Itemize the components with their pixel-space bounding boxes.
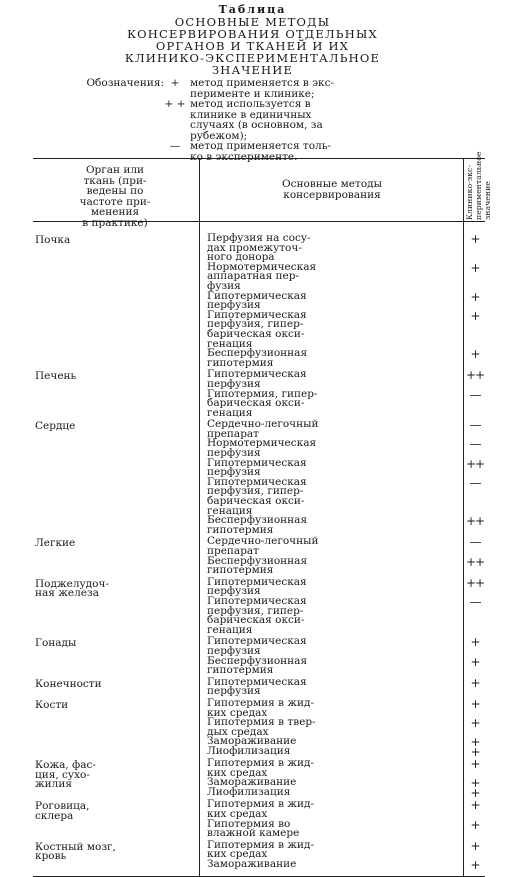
method-line: аппаратная пер- (207, 270, 300, 283)
method-text (199, 387, 463, 419)
method-line: гипотермия (207, 564, 274, 577)
method-line: дых средах (207, 725, 269, 738)
organ-cell (33, 370, 199, 418)
method-line: Бесперфузионная (207, 654, 308, 667)
method-line: Гипотермическая (207, 456, 307, 469)
legend-text: метод используется в (190, 98, 311, 110)
method-line: Гипотермия, гипер- (207, 387, 318, 400)
organ-group (33, 757, 485, 801)
organ-line: Роговица, (35, 800, 90, 813)
method-line: генация (207, 406, 253, 419)
legend-symbol: — (169, 140, 181, 152)
legend-lead (40, 141, 190, 152)
methods-cell (199, 370, 485, 418)
organ-group (33, 675, 485, 698)
method-line: генация (207, 504, 253, 517)
organ-group (33, 370, 485, 418)
organ-group (33, 838, 485, 873)
organ-group (33, 575, 485, 636)
header-organ-line: менения (90, 206, 140, 218)
methods-cell (199, 675, 485, 698)
header-organ-line: ведены по (86, 185, 144, 197)
organ-cell (33, 800, 199, 838)
method-value: ++ (465, 554, 485, 569)
method-value: + (470, 776, 480, 791)
method-line: Сердечно-легочный (207, 418, 319, 431)
method-text (199, 349, 463, 368)
method-line: перфузия, гипер- (207, 485, 304, 498)
method-line: ного донора (207, 251, 275, 264)
method-value: + (470, 798, 480, 813)
method-value: + (470, 232, 480, 246)
method-row (199, 786, 485, 801)
method-line: дах промежуточ- (207, 241, 302, 254)
method-line: Гипотермия в жид- (207, 798, 315, 811)
organ-group (33, 800, 485, 838)
method-value: — (469, 475, 481, 490)
organ-group (33, 420, 485, 535)
organ-cell (33, 537, 199, 575)
method-value: — (469, 535, 481, 550)
method-text (199, 554, 463, 577)
method-value: + (470, 858, 480, 873)
method-line: Нормотермическая (207, 260, 317, 273)
legend-row (40, 120, 490, 131)
method-text (199, 788, 463, 798)
method-line: препарат (207, 427, 259, 440)
methods-cell (199, 800, 485, 838)
method-text (199, 860, 463, 870)
methods-cell (199, 420, 485, 535)
method-line: барическая окси- (207, 614, 305, 627)
legend-row (40, 78, 490, 89)
method-line: Гипотермическая (207, 475, 307, 488)
organ-line: Гонады (35, 637, 77, 650)
method-line: Гипотермия в жид- (207, 696, 315, 709)
method-line: Лиофилизация (207, 786, 291, 799)
method-value: + (470, 260, 480, 275)
header-value-text: Клинико-экс-периментальное значение (465, 151, 492, 220)
method-line: перфузия (207, 299, 261, 312)
organ-line: Почка (35, 234, 71, 246)
method-value: + (470, 289, 480, 304)
method-row (199, 594, 485, 636)
method-line: барическая окси- (207, 397, 305, 410)
method-text (199, 594, 463, 636)
legend-heading: Обозначения: (86, 77, 164, 89)
method-value: + (470, 308, 480, 323)
method-value: ++ (465, 456, 485, 471)
method-line: Гипотермия в жид- (207, 838, 315, 851)
method-line: перфузия (207, 685, 261, 698)
method-row (199, 456, 485, 479)
title-line: ЗНАЧЕНИЕ (211, 63, 294, 77)
method-text (199, 308, 463, 350)
method-line: Гипотермическая (207, 635, 307, 648)
method-value: + (470, 696, 480, 711)
method-value: + (470, 735, 480, 750)
method-row (199, 554, 485, 577)
organ-line: Поджелудоч- (35, 577, 109, 590)
organ-cell (33, 420, 199, 535)
methods-cell (199, 234, 485, 368)
method-line: перфузия (207, 466, 261, 479)
method-line: барическая окси- (207, 495, 305, 508)
organ-group (33, 234, 485, 368)
legend-text: перименте и клинике; (190, 87, 315, 100)
legend-text: рубежом); (190, 129, 248, 142)
method-line: Гипотермия в жид- (207, 757, 315, 770)
method-line: Замораживание (207, 776, 297, 789)
title-line: ОСНОВНЫЕ МЕТОДЫ (174, 15, 331, 29)
method-text (199, 637, 463, 656)
method-value: — (469, 418, 481, 433)
organ-line: Кожа, фас- (35, 759, 96, 772)
title-line: КОНСЕРВИРОВАНИЯ ОТДЕЛЬНЫХ (127, 27, 378, 41)
organ-line: Печень (35, 370, 77, 383)
legend-symbol: + (170, 77, 180, 89)
method-line: Бесперфузионная (207, 347, 308, 360)
organ-line: Легкие (35, 537, 76, 550)
method-row (199, 260, 485, 292)
organ-group (33, 537, 485, 575)
method-line: гипотермия (207, 664, 274, 677)
method-line: ких средах (207, 848, 268, 861)
method-text (199, 654, 463, 677)
header-methods-line: Основные методы (282, 178, 382, 190)
method-value: ++ (465, 575, 485, 590)
method-line: ких средах (207, 706, 268, 719)
table-title (0, 0, 505, 76)
method-text (199, 475, 463, 517)
methods-cell (199, 537, 485, 575)
method-line: перфузия (207, 377, 261, 390)
legend-lead (40, 78, 190, 89)
method-line: барическая окси- (207, 327, 305, 340)
table-label: Таблица (218, 3, 287, 16)
method-row (199, 675, 485, 698)
method-line: фузия (207, 279, 241, 292)
method-value: — (469, 594, 481, 609)
organ-cell (33, 759, 199, 798)
method-line: ких средах (207, 808, 268, 821)
organ-cell (33, 678, 199, 697)
method-text (199, 675, 463, 698)
legend-row (40, 141, 490, 152)
organ-line: склера (35, 810, 74, 823)
method-line: Гипотермическая (207, 575, 307, 588)
method-line: Замораживание (207, 858, 297, 871)
organ-group (33, 637, 485, 675)
method-text (199, 537, 463, 556)
method-row (199, 308, 485, 350)
method-line: Лиофилизация (207, 745, 291, 758)
method-row (199, 817, 485, 840)
method-line: перфузия, гипер- (207, 604, 304, 617)
organ-line: жилия (35, 778, 72, 791)
method-line: Нормотермическая (207, 437, 317, 450)
method-line: Гипотермическая (207, 594, 307, 607)
organ-line: ция, сухо- (35, 768, 90, 781)
method-line: генация (207, 623, 253, 636)
header-organ-line: частоте при- (79, 195, 151, 208)
header-methods (205, 179, 459, 200)
organ-cell (33, 841, 199, 870)
method-line: перфузия (207, 585, 261, 598)
method-value: — (469, 437, 481, 452)
method-row (199, 475, 485, 517)
legend-text: метод применяется в экс- (190, 77, 335, 89)
legend-text: случаях (в основном, за (190, 119, 323, 131)
methods-cell (199, 696, 485, 760)
method-line: препарат (207, 545, 259, 557)
methods-cell (199, 838, 485, 873)
method-line: Гипотермия во (207, 817, 291, 830)
method-row (199, 745, 485, 760)
method-text (199, 747, 463, 757)
method-value: + (470, 347, 480, 362)
method-row (199, 537, 485, 556)
header-organ (35, 165, 195, 228)
organ-cell (33, 578, 199, 636)
method-line: Гипотермическая (207, 368, 307, 381)
method-line: Гипотермия в твер- (207, 716, 316, 729)
method-value: ++ (465, 368, 485, 383)
method-row (199, 858, 485, 873)
method-line: Бесперфузионная (207, 514, 308, 527)
legend-row (40, 99, 490, 110)
method-text (199, 456, 463, 479)
legend-text: ко в эксперименте. (190, 150, 298, 163)
method-line: Замораживание (207, 735, 297, 748)
method-line: Гипотермическая (207, 308, 307, 321)
header-value (465, 151, 492, 220)
method-text (199, 800, 463, 819)
method-line: гипотермия (207, 356, 274, 369)
method-value: + (470, 757, 480, 772)
legend-lead (40, 99, 190, 110)
method-row (199, 370, 485, 389)
organ-cell (33, 699, 199, 757)
method-line: Бесперфузионная (207, 554, 308, 567)
method-value: + (470, 635, 480, 650)
legend-lead (40, 131, 190, 142)
title-line: ОРГАНОВ И ТКАНЕЙ И ИХ (155, 39, 350, 53)
method-value: — (469, 387, 481, 402)
method-line: перфузия (207, 447, 261, 460)
legend-symbol: + + (164, 98, 186, 110)
organ-line: ная железа (35, 587, 99, 600)
method-line: генация (207, 337, 253, 350)
method-text (199, 439, 463, 458)
methods-cell (199, 637, 485, 675)
title-line: КЛИНИКО-ЭКСПЕРИМЕНТАЛЬНОЕ (124, 51, 381, 65)
method-row (199, 289, 485, 312)
legend-lead (40, 110, 190, 121)
method-line: влажной камере (207, 827, 300, 840)
header-organ-line: ткань (при- (83, 174, 147, 187)
legend-lead (40, 120, 190, 131)
organ-line: Кости (35, 698, 69, 711)
legend-text: метод применяется толь- (190, 140, 331, 152)
table-body (33, 222, 485, 876)
organ-line: Сердце (35, 420, 76, 433)
method-row (199, 439, 485, 458)
method-row (199, 234, 485, 263)
method-value: + (470, 654, 480, 669)
method-line: гипотермия (207, 523, 274, 536)
methods-cell (199, 575, 485, 636)
method-text (199, 234, 463, 263)
method-row (199, 654, 485, 677)
method-text (199, 289, 463, 312)
legend-text: клинике в единичных (190, 108, 312, 121)
organ-group (33, 696, 485, 760)
method-line: перфузия (207, 644, 261, 657)
method-value: ++ (465, 514, 485, 529)
method-row (199, 637, 485, 656)
header-organ-line: Орган или (85, 164, 145, 176)
method-value: + (470, 838, 480, 853)
organ-cell (33, 234, 199, 368)
method-value: + (470, 745, 480, 760)
organ-line: Костный мозг, (35, 840, 116, 853)
legend (40, 78, 490, 162)
method-text (199, 516, 463, 535)
method-value: + (470, 817, 480, 832)
method-row (199, 800, 485, 819)
method-row (199, 349, 485, 368)
method-value: + (470, 716, 480, 731)
method-line: перфузия, гипер- (207, 318, 304, 331)
methods-cell (199, 757, 485, 801)
method-line: Гипотермическая (207, 289, 307, 302)
header-organ-line: в практике) (82, 216, 148, 229)
method-line: Перфузия на сосу- (207, 232, 311, 244)
organ-cell (33, 637, 199, 675)
method-line: ких средах (207, 766, 268, 779)
method-row (199, 387, 485, 419)
organ-line: кровь (35, 850, 67, 863)
header-methods-line: консервирования (283, 188, 381, 201)
method-line: Сердечно-легочный (207, 535, 319, 548)
organ-line: Конечности (35, 677, 102, 690)
method-value: + (470, 786, 480, 801)
method-row (199, 516, 485, 535)
method-text (199, 370, 463, 389)
method-text (199, 260, 463, 292)
method-line: Гипотермическая (207, 675, 307, 688)
method-value: + (470, 675, 480, 690)
method-text (199, 817, 463, 840)
